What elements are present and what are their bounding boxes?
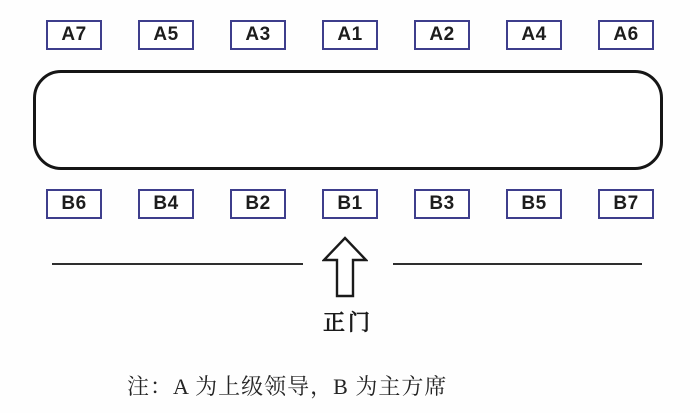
seat-A5: A5 bbox=[138, 20, 194, 50]
seat-A3: A3 bbox=[230, 20, 286, 50]
note-text: 注：A 为上级领导，B 为主方席 bbox=[127, 374, 448, 399]
seat-B5: B5 bbox=[506, 189, 562, 219]
seat-A7: A7 bbox=[46, 20, 102, 50]
seat-B6: B6 bbox=[46, 189, 102, 219]
seat-B1: B1 bbox=[322, 189, 378, 219]
seat-A6: A6 bbox=[598, 20, 654, 50]
wall-line-left bbox=[52, 263, 303, 265]
seat-A2: A2 bbox=[414, 20, 470, 50]
conference-table bbox=[33, 70, 663, 170]
wall-line-right bbox=[393, 263, 642, 265]
seat-A4: A4 bbox=[506, 20, 562, 50]
entrance-label: 正门 bbox=[322, 310, 373, 335]
seat-B4: B4 bbox=[138, 189, 194, 219]
leader-seat-row bbox=[0, 20, 700, 50]
entrance-arrow-icon bbox=[322, 236, 368, 298]
host-seat-row bbox=[0, 189, 700, 219]
seat-A1: A1 bbox=[322, 20, 378, 50]
seat-B3: B3 bbox=[414, 189, 470, 219]
seat-B7: B7 bbox=[598, 189, 654, 219]
seat-B2: B2 bbox=[230, 189, 286, 219]
